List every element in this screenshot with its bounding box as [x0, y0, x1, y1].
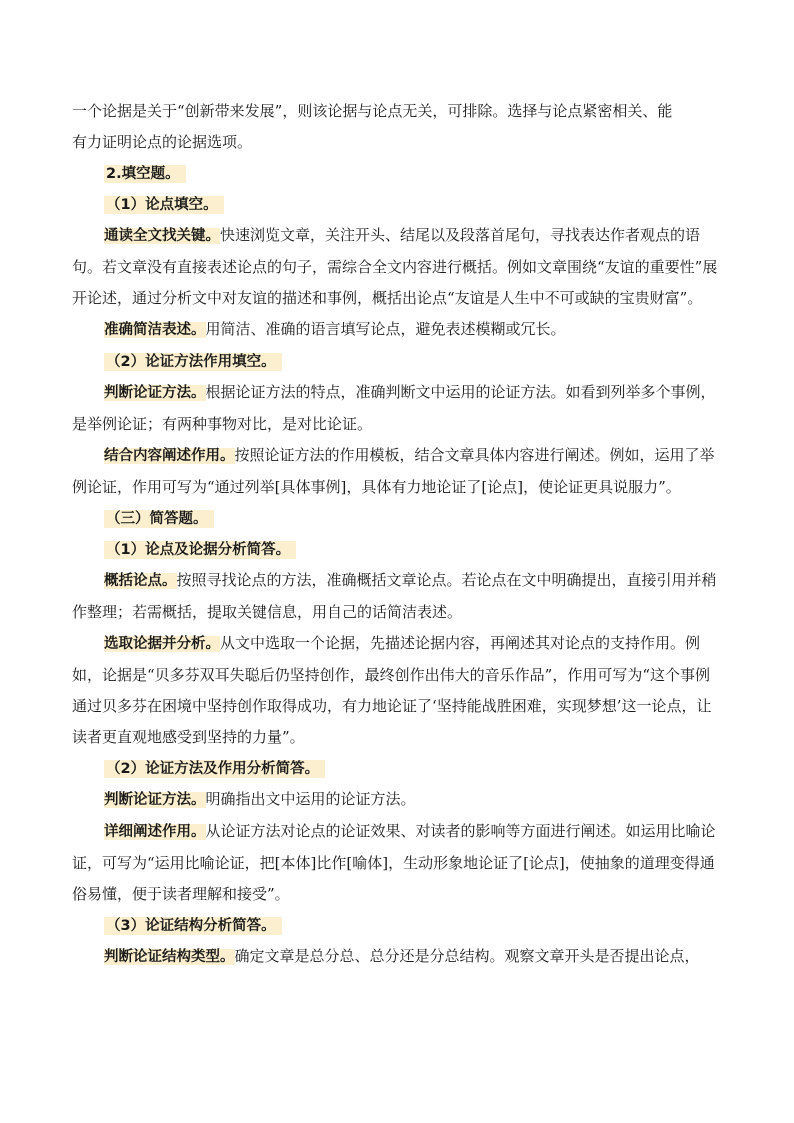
- heading-text: （2）论证方法及作用分析简答。: [104, 760, 325, 778]
- paragraph-line: 有力证明论点的论据选项。: [72, 133, 253, 151]
- heading-text: （1）论点及论据分析简答。: [104, 541, 296, 559]
- paragraph-text: 从论证方法对论点的论证效果、对读者的影响等方面进行阐述。如运用比喻论证，可写为“运用比喻论证，把[本体]比作[喻体]，生动形象地论证了[论点]，使抽象的道理变得通俗易懂，便于读者理解和接受”。: [72, 822, 716, 903]
- section-heading-fill: [72, 158, 724, 189]
- subheading-fill-1: [72, 189, 724, 220]
- paragraph-text: 确定文章是总分总、总分还是分总结构。观察文章开头是否提出论点，: [234, 947, 700, 965]
- paragraph-text: 快速浏览文章，关注开头、结尾以及段落首尾句，寻找表达作者观点的语句。若文章没有直接表述论点的句子，需综合全文内容进行概括。例如文章围绕“友谊的重要性”展开论述，通过分析文中对友谊的描述和事例，概括出论点“友谊是人生中不可或缺的宝贵财富”。: [72, 226, 718, 307]
- key-phrase: 结合内容阐述作用。: [104, 448, 235, 464]
- paragraph: [72, 565, 724, 628]
- heading-text: （3）论证结构分析简答。: [104, 917, 282, 935]
- subheading-short-3: [72, 910, 724, 941]
- key-phrase: 准确简洁表述。: [104, 322, 206, 338]
- paragraph-text: 根据论证方法的特点，准确判断文中运用的论证方法。如看到列举多个事例，是举例论证；有两种事物对比，是对比论证。: [72, 383, 716, 433]
- document-body: [72, 96, 724, 973]
- heading-text: 2.填空题。: [104, 165, 186, 183]
- subheading-short-2: [72, 753, 724, 784]
- heading-text: （1）论点填空。: [104, 196, 224, 214]
- paragraph: [72, 816, 724, 910]
- key-phrase: 选取论据并分析。: [104, 636, 220, 652]
- key-phrase: 判断论证结构类型。: [104, 949, 235, 965]
- paragraph: [72, 784, 724, 816]
- key-phrase: 详细阐述作用。: [104, 824, 206, 840]
- paragraph-text: 用简洁、准确的语言填写论点，避免表述模糊或冗长。: [205, 320, 566, 338]
- paragraph: [72, 377, 724, 440]
- paragraph: [72, 628, 724, 753]
- paragraph: [72, 220, 724, 314]
- key-phrase: 通读全文找关键。: [104, 228, 220, 244]
- paragraph: [72, 941, 724, 973]
- key-phrase: 判断论证方法。: [104, 792, 206, 808]
- paragraph-text: 明确指出文中运用的论证方法。: [205, 790, 416, 808]
- heading-text: （2）论证方法作用填空。: [104, 353, 282, 371]
- key-phrase: 概括论点。: [104, 573, 177, 589]
- heading-text: （三）简答题。: [104, 510, 214, 528]
- subheading-short-1: [72, 534, 724, 565]
- paragraph-line: 一个论据是关于“创新带来发展”，则该论据与论点无关，可排除。选择与论点紧密相关、能: [72, 102, 673, 120]
- paragraph-text: 按照论证方法的作用模板，结合文章具体内容进行阐述。例如，运用了举例论证，作用可写为“通过列举[具体事例]，具体有力地论证了[论点]，使论证更具说服力”。: [72, 446, 715, 496]
- paragraph-text: 按照寻找论点的方法，准确概括文章论点。若论点在文中明确提出，直接引用并稍作整理；若需概括，提取关键信息，用自己的话简洁表述。: [72, 571, 717, 621]
- paragraph-text: 从文中选取一个论据，先描述论据内容，再阐述其对论点的支持作用。例如，论据是“贝多芬双耳失聪后仍坚持创作，最终创作出伟大的音乐作品”，作用可写为“这个事例通过贝多芬在困境中坚持创作取得成功，有力地论证了‘坚持能战胜困难，实现梦想’这一论点，让读者更直观地感受到坚持的力量”。: [72, 634, 712, 746]
- paragraph: [72, 440, 724, 503]
- subheading-fill-2: [72, 346, 724, 377]
- paragraph: [72, 314, 724, 346]
- key-phrase: 判断论证方法。: [104, 385, 206, 401]
- section-heading-short-answer: [72, 503, 724, 534]
